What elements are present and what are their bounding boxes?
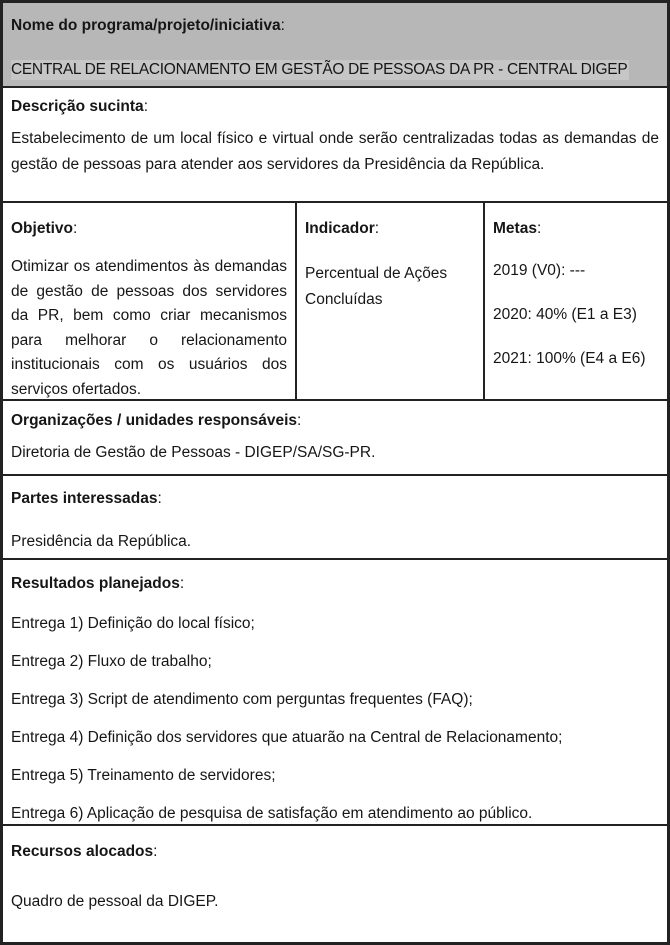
goal-item: 2019 (V0): --- — [493, 262, 586, 279]
objective-cell — [3, 203, 295, 399]
indicator-cell — [295, 203, 483, 399]
goals-cell — [483, 203, 667, 399]
deliverable-item: Entrega 5) Treinamento de servidores; — [11, 767, 276, 784]
stakeholders-text: Presidência da República. — [11, 533, 192, 550]
program-name-label-text: Nome do programa/projeto/iniciativa — [11, 17, 281, 34]
responsible-orgs-label: Organizações / unidades responsáveis: — [11, 412, 302, 429]
objective-indicator-goals-section — [3, 203, 667, 401]
description-label: Descrição sucinta: — [11, 98, 148, 115]
responsible-orgs-section — [3, 401, 667, 476]
planned-results-label: Resultados planejados: — [11, 575, 185, 592]
goal-item: 2020: 40% (E1 a E3) — [493, 306, 637, 323]
allocated-resources-text: Quadro de pessoal da DIGEP. — [11, 893, 219, 910]
deliverable-item: Entrega 4) Definição dos servidores que atuarão na Central de Relacionamento; — [11, 729, 563, 746]
description-text: Estabelecimento de um local físico e virtual onde serão centralizadas todas as demandas de gestão de pessoas para atender aos servidores da Presidência da República. — [11, 130, 659, 173]
stakeholders-section — [3, 476, 667, 560]
program-name-section — [3, 3, 667, 88]
goals-list — [493, 261, 659, 369]
deliverable-item: Entrega 3) Script de atendimento com perguntas frequentes (FAQ); — [11, 691, 473, 708]
planned-results-section — [3, 560, 667, 826]
indicator-text: Percentual de Ações Concluídas — [305, 265, 448, 308]
program-name-label — [11, 16, 659, 36]
deliverable-item: Entrega 1) Definição do local físico; — [11, 615, 255, 632]
objective-text: Otimizar os atendimentos às demandas de gestão de pessoas dos servidores da PR, bem como criar mecanismos para melhorar o relacionamento institucionais com os usuários dos serviços ofertados. — [11, 258, 287, 398]
allocated-resources-section — [3, 826, 667, 942]
responsible-orgs-text: Diretoria de Gestão de Pessoas - DIGEP/SA/SG-PR. — [11, 444, 376, 461]
program-name-label-colon: : — [280, 17, 285, 34]
allocated-resources-label: Recursos alocados: — [11, 843, 158, 860]
deliverable-item: Entrega 2) Fluxo de trabalho; — [11, 653, 212, 670]
program-name-value — [11, 58, 659, 82]
stakeholders-label: Partes interessadas: — [11, 490, 162, 507]
objective-label: Objetivo: — [11, 220, 78, 237]
deliverable-item: Entrega 6) Aplicação de pesquisa de satisfação em atendimento ao público. — [11, 805, 533, 822]
program-name-value-text: CENTRAL DE RELACIONAMENTO EM GESTÃO DE PESSOAS DA PR - CENTRAL DIGEP — [11, 61, 628, 78]
indicator-label: Indicador: — [305, 220, 380, 237]
description-section — [3, 88, 667, 203]
goal-item: 2021: 100% (E4 a E6) — [493, 350, 646, 367]
goals-label: Metas: — [493, 220, 542, 237]
